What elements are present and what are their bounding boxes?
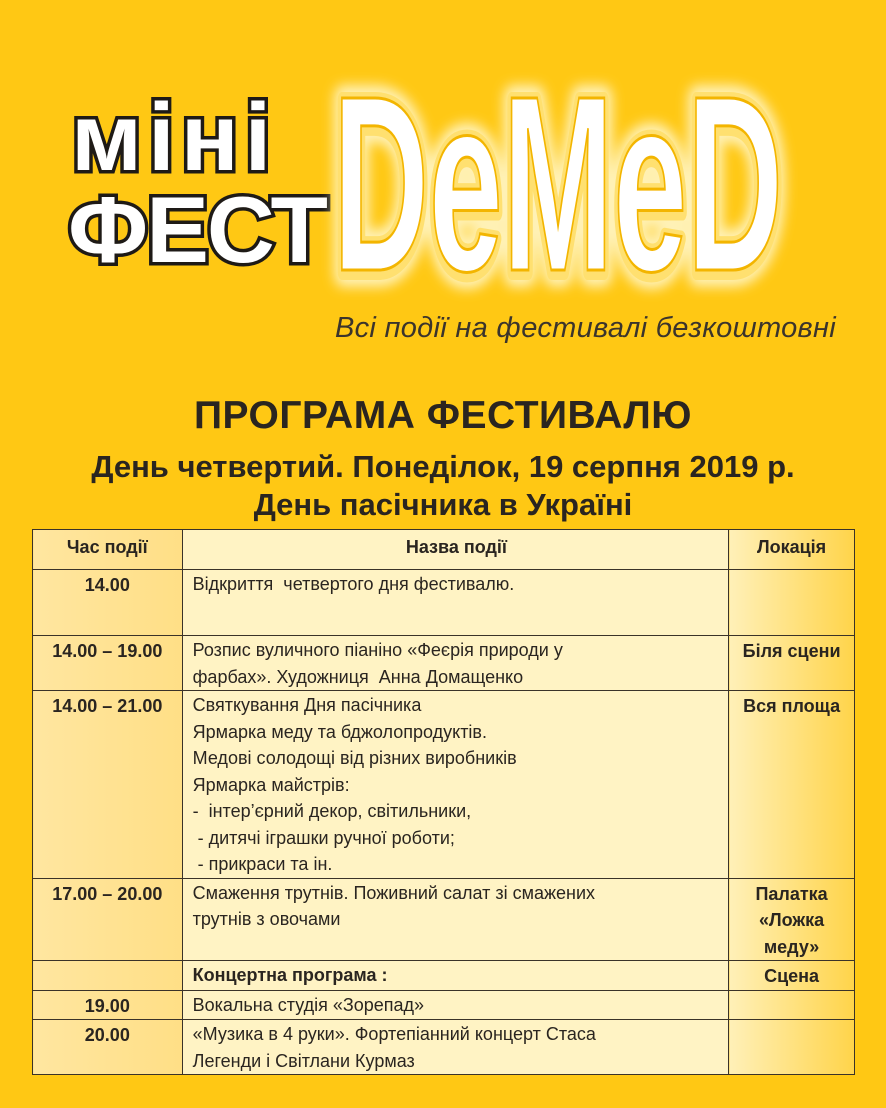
event-name [182,691,729,879]
program-table [32,529,855,1075]
event-name-line: Концертна програма : [192,965,388,985]
event-time: 14.00 – 21.00 [33,691,183,879]
event-name-line: Святкування Дня пасічника [192,695,422,715]
event-location [729,636,855,691]
program-occasion: День пасічника в Україні [253,487,633,522]
header-location: Локація [729,530,855,570]
table-row [33,878,855,961]
table-row [33,990,855,1020]
logo-brand-glow: DeMeD [333,46,783,310]
event-location [729,878,855,961]
event-name-line: Вокальна студія «Зорепад» [192,994,425,1015]
event-time [33,961,183,991]
event-name-line: Смаження трутнів. Поживний салат зі смажених [192,882,596,903]
event-name-line: Легенди і Світлани Курмаз [192,1050,415,1071]
event-name-line: - дитячі іграшки ручної роботи; [192,827,455,848]
program-day: День четвертий. Понеділок, 19 серпня 2019 р. [91,449,795,484]
event-name-line: Ярмарка меду та бджолопродуктів. [192,721,487,742]
tagline: Всі події на фестивалі безкоштовні [334,312,836,344]
event-location-line: Вся площа [743,696,841,716]
event-name-line: Відкриття четвертого дня фестивалю. [192,574,515,594]
event-location [729,570,855,636]
event-time: 17.00 – 20.00 [33,878,183,961]
logo-brand: DeMeD [333,44,783,310]
table-row [33,961,855,991]
header-name: Назва події [182,530,729,570]
table-row [33,636,855,691]
event-time: 14.00 [33,570,183,636]
event-time: 14.00 – 19.00 [33,636,183,691]
event-name-line: - прикраси та ін. [192,854,333,874]
event-name-line: Розпис вуличного піаніно «Феєрія природи у [192,640,563,660]
event-name [182,636,729,691]
event-name [182,1020,729,1075]
event-location [729,990,855,1020]
event-name-line: Ярмарка майстрів: [192,774,350,795]
header-time: Час події [33,530,183,570]
logo-mini: міні [71,84,278,191]
table-row [33,691,855,879]
table-row [33,570,855,636]
event-time: 19.00 [33,990,183,1020]
event-location [729,691,855,879]
logo-brand-body: DeMeD [333,46,783,310]
event-time: 20.00 [33,1020,183,1075]
event-location-line: «Ложка [758,910,825,930]
festival-logo [0,0,886,310]
event-location [729,961,855,991]
event-location [729,1020,855,1075]
event-name [182,570,729,636]
event-name [182,961,729,991]
event-location-line: Сцена [764,966,820,986]
event-name-line: трутнів з овочами [192,909,341,929]
table-row [33,1020,855,1075]
event-name-line: - інтер’єрний декор, світильники, [192,801,472,821]
program-title: ПРОГРАМА ФЕСТИВАЛЮ [193,394,692,437]
event-name [182,990,729,1020]
table-header-row [33,530,855,570]
event-location-line: меду» [763,936,820,957]
event-name-line: «Музика в 4 руки». Фортепіанний концерт Стаса [192,1024,596,1044]
event-name-line: Медові солодощі від різних виробників [192,748,517,768]
event-name [182,878,729,961]
event-name-line: фарбах». Художниця Анна Домащенко [192,666,524,687]
event-location-line: Біля сцени [742,641,841,661]
event-location-line: Палатка [755,883,828,904]
logo-fest: ФЕСТ [68,177,326,282]
